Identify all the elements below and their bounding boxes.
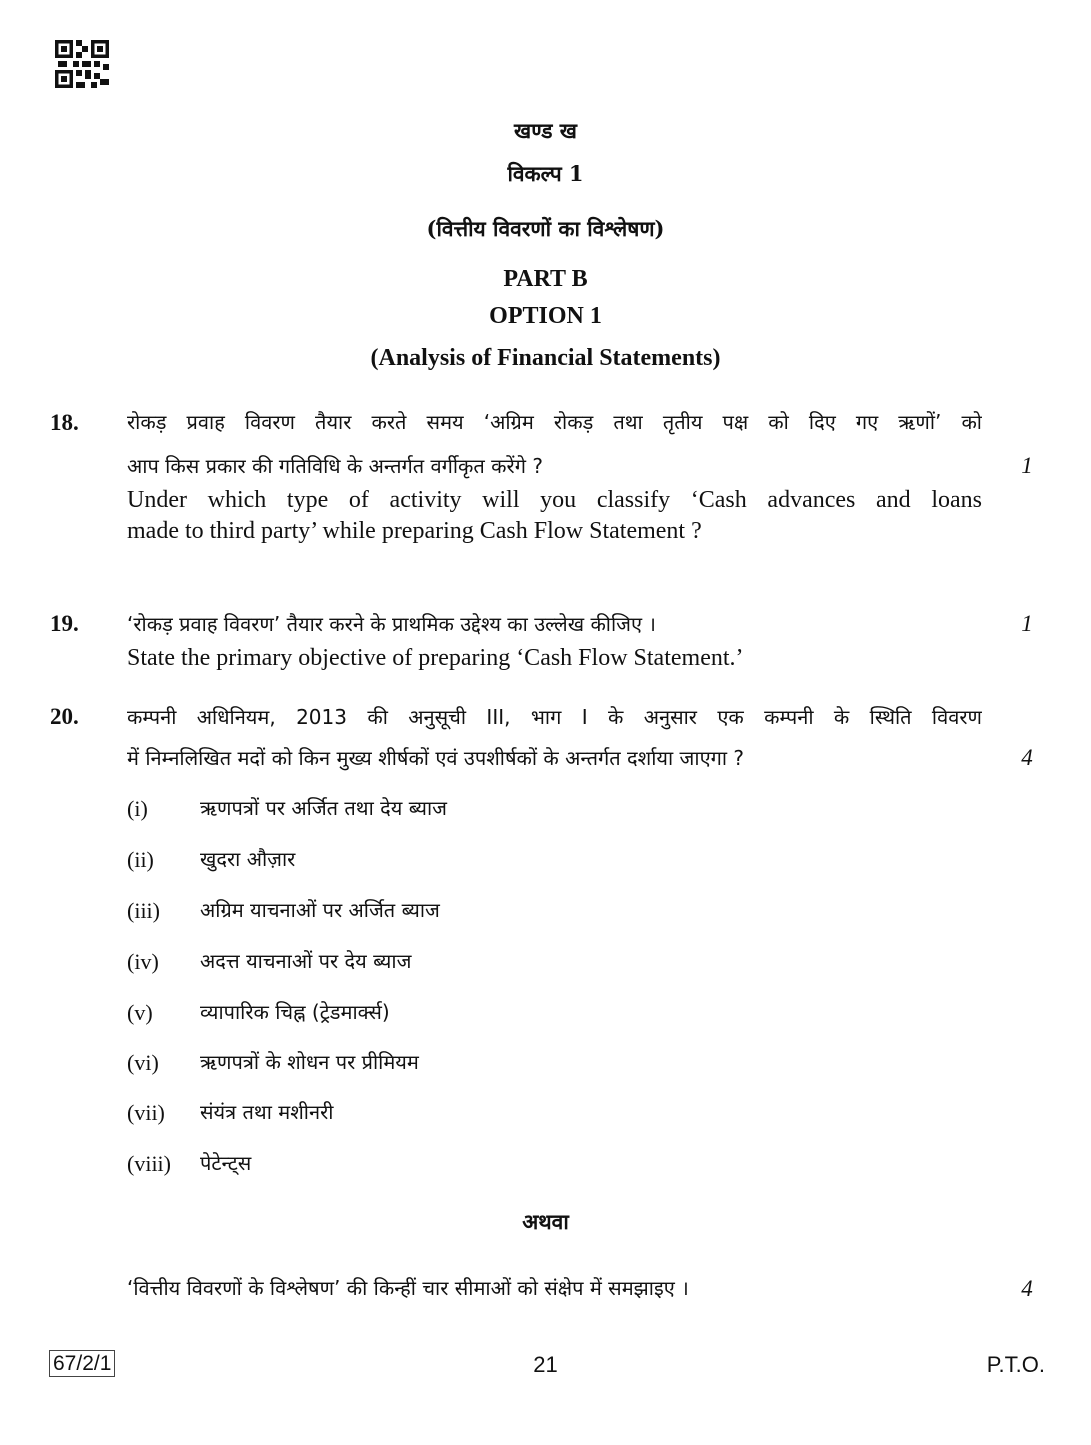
question-19-number: 19. [50, 611, 79, 636]
question-20-item-label: (ii) [127, 847, 154, 872]
paper-code: 67/2/1 [49, 1350, 115, 1377]
question-18-english-line1: Under which type of activity will you classify ‘Cash advances and loans [127, 487, 982, 513]
question-18-marks: 1 [1021, 453, 1033, 478]
please-turn-over: P.T.O. [986, 1352, 1045, 1377]
question-19-marks: 1 [1021, 611, 1033, 636]
question-20-item-text: ऋणपत्रों पर अर्जित तथा देय ब्याज [200, 796, 448, 820]
question-18-hindi-line1: रोकड़ प्रवाह विवरण तैयार करते समय ‘अग्रिम रोकड़ तथा तृतीय पक्ष को दिए गए ऋणों’ को [127, 410, 982, 434]
question-20-item-text: व्यापारिक चिह्न (ट्रेडमार्क्स) [200, 1000, 390, 1024]
question-20-item-text: पेटेन्ट्स [200, 1151, 252, 1175]
question-20-item-text: अदत्त याचनाओं पर देय ब्याज [200, 949, 412, 973]
question-20-alternative-marks: 4 [1021, 1276, 1033, 1301]
question-19-hindi-line1: ‘रोकड़ प्रवाह विवरण’ तैयार करने के प्राथमिक उद्देश्य का उल्लेख कीजिए । [127, 612, 657, 636]
question-20-item-label: (i) [127, 796, 148, 821]
question-20-hindi-line1: कम्पनी अधिनियम, 2013 की अनुसूची III, भाग I के अनुसार एक कम्पनी के स्थिति विवरण [127, 705, 982, 729]
or-separator: अथवा [522, 1209, 569, 1234]
question-20-item-label: (iii) [127, 898, 160, 923]
section-heading-hindi: खण्ड ख [514, 118, 577, 143]
question-20-item-label: (vii) [127, 1100, 165, 1125]
option-heading-hindi: विकल्प 1 [507, 161, 584, 186]
part-heading: PART B [503, 266, 588, 292]
question-20-item-label: (iv) [127, 949, 159, 974]
option-heading: OPTION 1 [489, 303, 602, 329]
question-20-item-label: (viii) [127, 1151, 171, 1176]
subject-heading: (Analysis of Financial Statements) [370, 345, 721, 371]
subject-heading-hindi: (वित्तीय विवरणों का विश्लेषण) [426, 216, 665, 241]
page-number: 21 [533, 1352, 558, 1377]
question-20-item-text: खुदरा औज़ार [200, 847, 296, 871]
question-20-item-text: संयंत्र तथा मशीनरी [200, 1100, 334, 1124]
question-20-item-label: (vi) [127, 1050, 159, 1075]
question-20-item-text: ऋणपत्रों के शोधन पर प्रीमियम [200, 1050, 419, 1074]
question-19-english-line1: State the primary objective of preparing ‘Cash Flow Statement.’ [127, 645, 744, 671]
question-20-hindi-line2: में निम्नलिखित मदों को किन मुख्य शीर्षकों एवं उपशीर्षकों के अन्तर्गत दर्शाया जाएगा ? [127, 746, 745, 770]
question-20-number: 20. [50, 704, 79, 729]
question-18-hindi-line2: आप किस प्रकार की गतिविधि के अन्तर्गत वर्गीकृत करेंगे ? [127, 454, 543, 478]
question-18-number: 18. [50, 410, 79, 435]
question-20-alternative-hindi: ‘वित्तीय विवरणों के विश्लेषण’ की किन्हीं चार सीमाओं को संक्षेप में समझाइए । [127, 1276, 689, 1300]
question-20-item-text: अग्रिम याचनाओं पर अर्जित ब्याज [200, 898, 440, 922]
qr-code-icon [55, 40, 109, 88]
question-20-marks: 4 [1021, 745, 1033, 770]
question-20-item-label: (v) [127, 1000, 153, 1025]
question-18-english-line2: made to third party’ while preparing Cash Flow Statement ? [127, 518, 702, 544]
